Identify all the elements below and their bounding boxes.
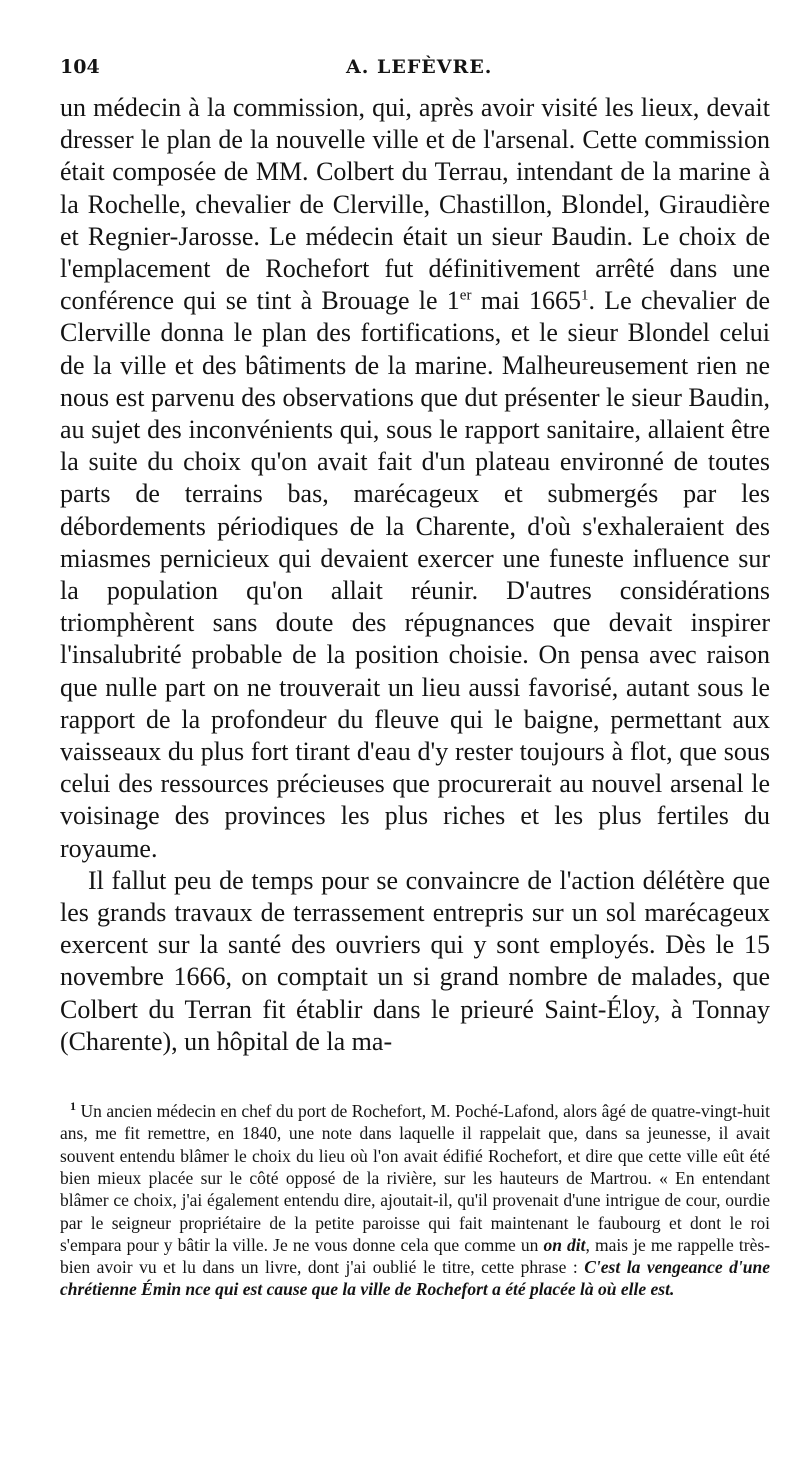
- paragraph-text: un médecin à la commission, qui, après avoir visité les lieux, devait dresser le plan de la nouvelle ville et de l'arsenal. Cette commission était composée de MM. Colbert du Terrau, intendant de la marine à la Rochelle, chevalier de Clerville, Chastillon, Blondel, Giraudière et Regnier-Jarosse. Le médecin était un sieur Baudin. Le choix de l'emplacement de Rochefort fut définitivement arrêté dans une conférence qui se tint à Brouage le 1: [60, 93, 770, 316]
- book-page: [60, 46, 770, 1301]
- footnote-marker: 1: [70, 1099, 76, 1114]
- paragraph: Il fallut peu de temps pour se convaincre de l'action délétère que les grands travaux de terrassement entrepris sur un sol marécageux exercent sur la santé des ouvriers qui y sont employés. Dès le 15 novembre 1666, on comptait un si grand nombre de malades, que Colbert du Terran fit établir dans le prieuré Saint-Éloy, à Tonnay (Charente), un hôpital de la ma-: [60, 865, 770, 1056]
- paragraph: [60, 92, 770, 865]
- footnotes: [60, 1100, 770, 1301]
- footnote-text: Un ancien médecin en chef du port de Rochefort, M. Poché-Lafond, alors âgé de quatre-vingt-huit ans, me fit remettre, en 1840, une note dans laquelle il rappelait que, dans sa jeunesse, il avait souvent entendu blâmer le choix du lieu où l'on avait édifié Rochefort, et dire que cette ville eût été bien mieux placée sur le côté opposé de la rivière, sur les hauteurs de Martrou. « En entendant blâmer ce choix, j'ai également entendu dire, ajoutait-il, qu'il provenait d'une intrigue de cour, ourdie par le seigneur propriétaire de la petite paroisse qui fait maintenant le faubourg et dont le roi s'empara pour y bâtir la ville. Je ne vous donne cela que comme un: [60, 1101, 770, 1255]
- paragraph-text: . Le chevalier de Clerville donna le plan des fortifications, et le sieur Blondel celui de la ville et des bâtiments de la marine. Malheureusement rien ne nous est parvenu des observations que dut présenter le sieur Baudin, au sujet des inconvénients qui, sous le rapport sanitaire, allaient être la suite du choix qu'on avait fait d'un plateau environné de toutes parts de terrains bas, marécageux et submergés par les débordements périodiques de la Charente, d'où s'exhaleraient des miasmes pernicieux qui devaient exercer une funeste influence sur la population qu'on allait réunir. D'autres considérations triomphèrent sans doute des répugnances que devait inspirer l'insalubrité probable de la position choisie. On pensa avec raison que nulle part on ne trouverait un lieu aussi favorisé, autant sous le rapport de la profondeur du fleuve qui le baigne, permettant aux vaisseaux du plus fort tirant d'eau d'y rester toujours à flot, que sous celui des ressources précieuses que procurerait au nouvel arsenal le voisinage des provinces les plus riches et les plus fertiles du royaume.: [60, 286, 770, 863]
- footnote-quote: C'est la vengeance d'une chrétienne Émin nce qui est cause que la ville de Rochefort a été placée là où elle est.: [60, 1257, 770, 1300]
- footnote-reference[interactable]: 1: [580, 287, 589, 304]
- ordinal-suffix: er: [459, 287, 472, 304]
- running-title: A. LEFÈVRE.: [346, 56, 493, 78]
- main-text: [60, 92, 770, 1058]
- paragraph-text: mai 1665: [471, 286, 581, 316]
- page-number: 104: [60, 56, 100, 78]
- running-header: [60, 46, 770, 80]
- footnote-text: , mais je me rappelle très-bien avoir vu et lu dans un livre, dont j'ai oublié le titre, cette phrase :: [60, 1234, 770, 1278]
- footnote-emphasis: on dit: [543, 1234, 586, 1255]
- footnote: [60, 1100, 770, 1301]
